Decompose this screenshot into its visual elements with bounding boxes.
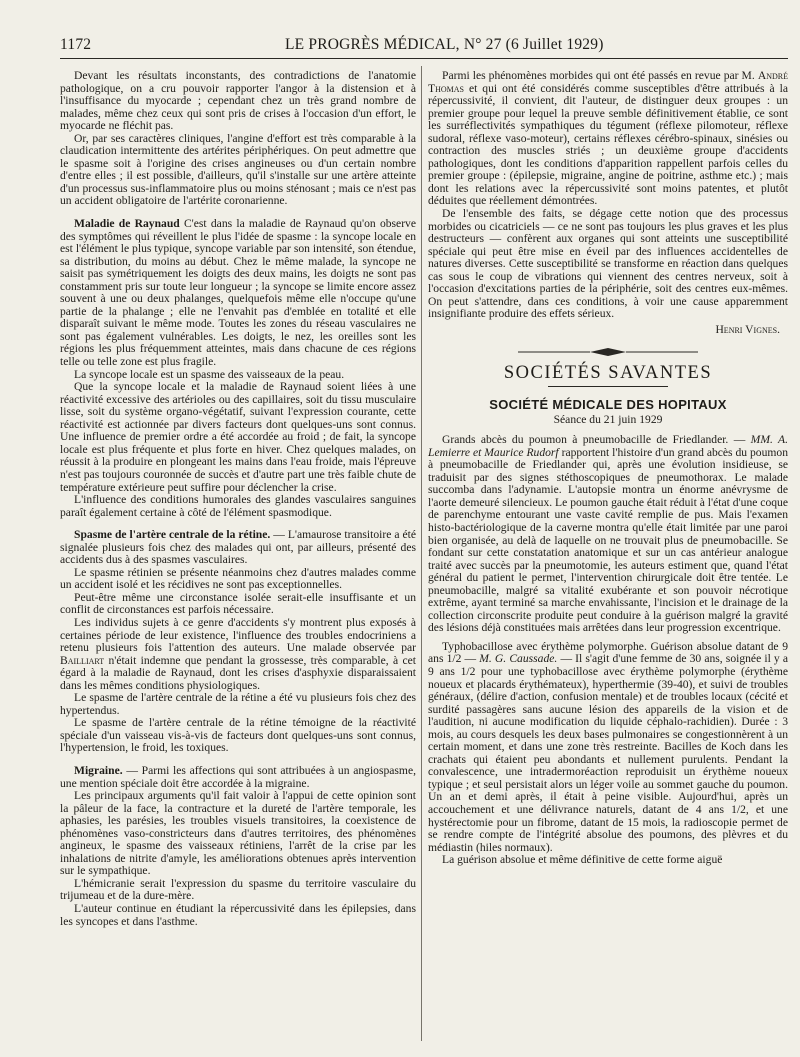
page-header [60, 36, 790, 58]
heading-migraine: Migraine. [74, 763, 123, 777]
paragraph: Grands abcès du poumon à pneumobacille de Friedlander. — MM. A. Lemierre et Maurice Rudorf rapportent l'histoire d'un grand abcès du poumon à pneumobacille de Friedlander qui, après une évolution insidieuse, se traduisit par des signes stéthoscopiques de pneumothorax. Le malade succomba dans l'adynamie. L'autopsie montra un énorme anévrysme de l'aorte demeuré silencieux. Le poumon gauche était réduit à l'état d'une coque de parenchyme entourant une vaste cavité remplie de pus. Mais l'examen histo-bactériologique de la caverne montra qu'elle était limitée par une paroi bien organisée, au delà de laquelle on ne trouvait plus de pneumobacille. Se fondant sur cette constatation anatomique et sur un cas antérieur analogue traité avec succès par la pneumotomie, les auteurs estiment que, quand l'état général du patient le permet, l'intervention chirurgicale doit être tentée. Le pneumobacille, malgré sa vitalité exubérante et son pouvoir nécrotique extrême, ayant terminé sa marche envahissante, l'incision et le drainage de la collection circonscrite produite peut conduire à la guérison malgré la gravité des lésions déjà constituées mais arrêtées dans leur progression excentrique. [428, 433, 788, 635]
author-names: MM. A. Lemierre et Maurice Rudorf [428, 433, 788, 459]
ornament-icon [518, 346, 698, 358]
section-rule [548, 386, 668, 387]
paragraph: Parmi les phénomènes morbides qui ont été passés en revue par M. André Thomas et qui ont été considérés comme susceptibles d'être attribués à la répercussivité, il convient, dit l'auteur, de distinguer deux groupes : un premier groupe pour lequel la preuve semble définitivement établie, ce sont les surréflectivités sympathiques du tégument (réflexe pilomoteur, réflexe sudoral, réflexe vaso-moteur), certains réflexes cérébro-spinaux, sinésies ou contraction des muscles striés ; un deuxième groupe d'accidents pathologiques, dont les conditions d'apparition rappellent parfois celles du premier groupe : (épilepsie, migraine, angine de poitrine, asthme etc.) ; mais dont les relations avec la répercussivité sont moins patentes, et plutôt déduites que réellement démontrées. [428, 69, 788, 208]
paragraph: La syncope locale est un spasme des vaisseaux de la peau. [74, 367, 345, 381]
paragraph: Les principaux arguments qu'il fait valoir à l'appui de cette opinion sont la pâleur de la face, la contracture et la dureté de l'artère temporale, les aphasies, les parésies, les troubles visuels transitoires, la coexistence de phénomènes vaso-constricteurs dans d'autres territoires, des phénomènes angineux, le spasme des vaisseaux rétiniens, l'arrêt de la crise par les inhalations de nitrite d'amyle, les améliorations obtenues après intervention sur le sympathique. [60, 789, 416, 878]
article-signature: Henri Vignes. [715, 322, 780, 336]
ornament-divider [428, 346, 788, 358]
seance-date: Séance du 21 juin 1929 [553, 412, 663, 426]
paragraph: Devant les résultats inconstants, des contradictions de l'anatomie pathologique, on a cru pouvoir rapporter l'angor à la distension et à l'insuffisance du myocarde ; cependant chez un très grand nombre de malades, même chez ceux qui sont pris de crises à l'occasion d'un effort, le myocarde ne fléchit pas. [60, 69, 416, 133]
journal-title: LE PROGRÈS MÉDICAL, N° 27 (6 Juillet 1929) [285, 36, 604, 53]
paragraph: La guérison absolue et même définitive de cette forme aiguë [442, 853, 723, 867]
paragraph: Le spasme de l'artère centrale de la rétine a été vu plusieurs fois chez des hypertendus. [60, 691, 416, 717]
paragraph-retine: Spasme de l'artère centrale de la rétine. — L'amaurose transitoire a été signalée plusieurs fois chez des malades qui ont, par ailleurs, présenté des accidents dus à des spasmes vasculaires. [60, 528, 416, 567]
paragraph: L'hémicranie serait l'expression du spasme du territoire vasculaire du trijumeau et de la dure-mère. [60, 876, 416, 903]
paragraph: Peut-être même une circonstance isolée serait-elle insuffisante et un conflit de circonstances est parfois nécessaire. [60, 590, 416, 617]
paragraph: L'influence des conditions humorales des glandes vasculaires sanguines paraît également certaine à côté de l'élément spasmodique. [60, 493, 416, 519]
paragraph-raynaud: Maladie de Raynaud C'est dans la maladie de Raynaud qu'on observe des symptômes qui réveillent le plus l'idée de spasme : la syncope locale en est l'élément le plus typique, syncope variable par son intensité, son étendue, sa distribution, du moins au début. Chez le même malade, la syncope ne saisit pas symétriquement les doigts des deux mains, les doigts ne sont pas constamment pris sur toute leur longueur ; la syncope se limite encore assez souvent à une ou deux phalanges, quelquefois même elle n'occupe qu'une partie de la phalange ; elle ne l'envahit pas d'emblée en totalité et elle disparaît suivant le même mode. Toutes les zones du réseau vasculaires ne sont pas également vulnérables. Les doigts, le nez, les oreilles sont les régions les plus fréquemment atteintes, mais dans chacune de ces régions telle ou telle zone est plus fragile. [60, 217, 416, 369]
author-name: André Thomas [428, 69, 788, 95]
header-rule [60, 58, 788, 59]
paragraph: Que la syncope locale et la maladie de Raynaud soient liées à une réactivité excessive des artérioles ou des capillaires, soit du tissu musculaire lisse, soit du système organo-végétatif, suivant l'expression courante, cette réactivité est actionnée par divers facteurs dont quelques-uns sont connus. Une influence de premier ordre a été accordée au froid ; de fait, la syncope locale est plus fréquente et plus forte en hiver. Chez quelques malades, on réussit à la produire en plongeant les mains dans l'eau froide, mais l'épreuve n'est pas toujours couronnée de succès et d'autre part une très faible chute de température extérieure peut suffire pour déclencher la crise. [60, 380, 416, 494]
paragraph: Le spasme rétinien se présente néanmoins chez d'autres malades comme un accident isolé et les récidives ne sont pas exceptionnelles. [60, 565, 416, 592]
paragraph: Typhobacillose avec érythème polymorphe. Guérison absolue datant de 9 ans 1/2 — M. G. Caussade. — Il s'agit d'une femme de 30 ans, soignée il y a 9 ans 1/2 pour une typhobacillose avec érythème polymorphe (érythème noueux et placards érythémateux), hyperthermie (39-40), et suivi de troubles généraux, (délire d'action, confusion mentale) et de troubles locaux (cécité et surdité passagères sans aucune lésion des appareils de la vision et de l'audition, ni aucune modification du liquide céphalo-rachidien). Durée : 3 mois, au cours desquels les deux bases pulmonaires se congestionnèrent à un certain moment, et dans une zone très restreinte. Bacilles de Koch dans les crachats qui étaient peu abondants et nullement purulents. Pendant la convalescence, une intradermoréaction reproduisit un érythème noueux typique ; et seul persistait alors un léger voile au sommet gauche du poumon. Un an et demi après, il était à peine visible. Aujourd'hui, après un accouchement et une délivrance naturels, datant de 4 ans 1/2, et une hystérectomie pour un fibrome, datant de 15 mois, la radioscopie permet de se rendre compte de l'intégrité absolue des poumons, des plèvres et du médiastin (hiles normaux). [428, 639, 788, 854]
paragraph-migraine: Migraine. — Parmi les affections qui sont attribuées à un angiospasme, une mention spéciale doit être accordée à la migraine. [60, 763, 416, 790]
right-column [428, 70, 788, 867]
paragraph: Les individus sujets à ce genre d'accidents s'y montrent plus exposés à certaines période de leur existence, l'influence des troubles endocriniens a retenu plusieurs fois l'attention des auteurs. Une malade observée par Bailliart n'était indemne que pendant la grossesse, très comparable, à cet égard à la maladie de Raynaud, dont les crises d'asphyxie disparaissaient dans les mêmes conditions physiologiques. [60, 615, 416, 692]
paragraph: Or, par ses caractères cliniques, l'angine d'effort est très comparable à la claudication intermittente des artérites périphériques. On peut admettre que le spasme soit à l'origine des crises angineuses ou d'un certain nombre d'entre elles ; il est possible, d'ailleurs, qu'il s'installe sur une artère atteinte d'un processus sus-inflammatoire plus ou moins sténosant ; mais ce n'est pas un accident obligatoire de l'artérite coronarienne. [60, 131, 416, 208]
heading-retine: Spasme de l'artère centrale de la rétine. [74, 528, 271, 542]
author-name: M. G. Caussade. [479, 652, 558, 666]
paragraph: Le spasme de l'artère centrale de la rétine témoigne de la réactivité spéciale d'un vaisseau vis-à-vis de facteurs dont quelques-uns sont connus, l'hypertension, le froid, les toxiques. [60, 716, 416, 755]
page-number: 1172 [60, 36, 92, 53]
paragraph: L'auteur continue en étudiant la répercussivité dans les épilepsies, dans les syncopes et dans l'asthme. [60, 902, 416, 928]
section-title: SOCIÉTÉS SAVANTES [503, 363, 713, 384]
left-column [60, 70, 416, 928]
heading-raynaud: Maladie de Raynaud [74, 217, 180, 231]
column-divider [421, 66, 422, 1041]
paragraph: De l'ensemble des faits, se dégage cette notion que des processus morbides ou cicatriciels — ce ne sont pas toujours les plus graves et les plus destructeurs — confèrent aux organes qui sont atteints une susceptibilité spéciale qui peut être mise en éveil par des influences accidentelles de natures diverses. Cette susceptibilité se transforme en réaction dans quelques cas sous le coup de vibrations qui viennent des centres nerveux, soit à l'occasion d'excitations parties de la périphérie, soit des centres eux-mêmes. On peut s'attendre, dans ces conditions, à voir une cause apparemment insignifiante produire des effets sérieux. [428, 207, 788, 321]
author-name: Bailliart [60, 653, 105, 667]
society-name: SOCIÉTÉ MÉDICALE DES HOPITAUX [489, 397, 727, 413]
